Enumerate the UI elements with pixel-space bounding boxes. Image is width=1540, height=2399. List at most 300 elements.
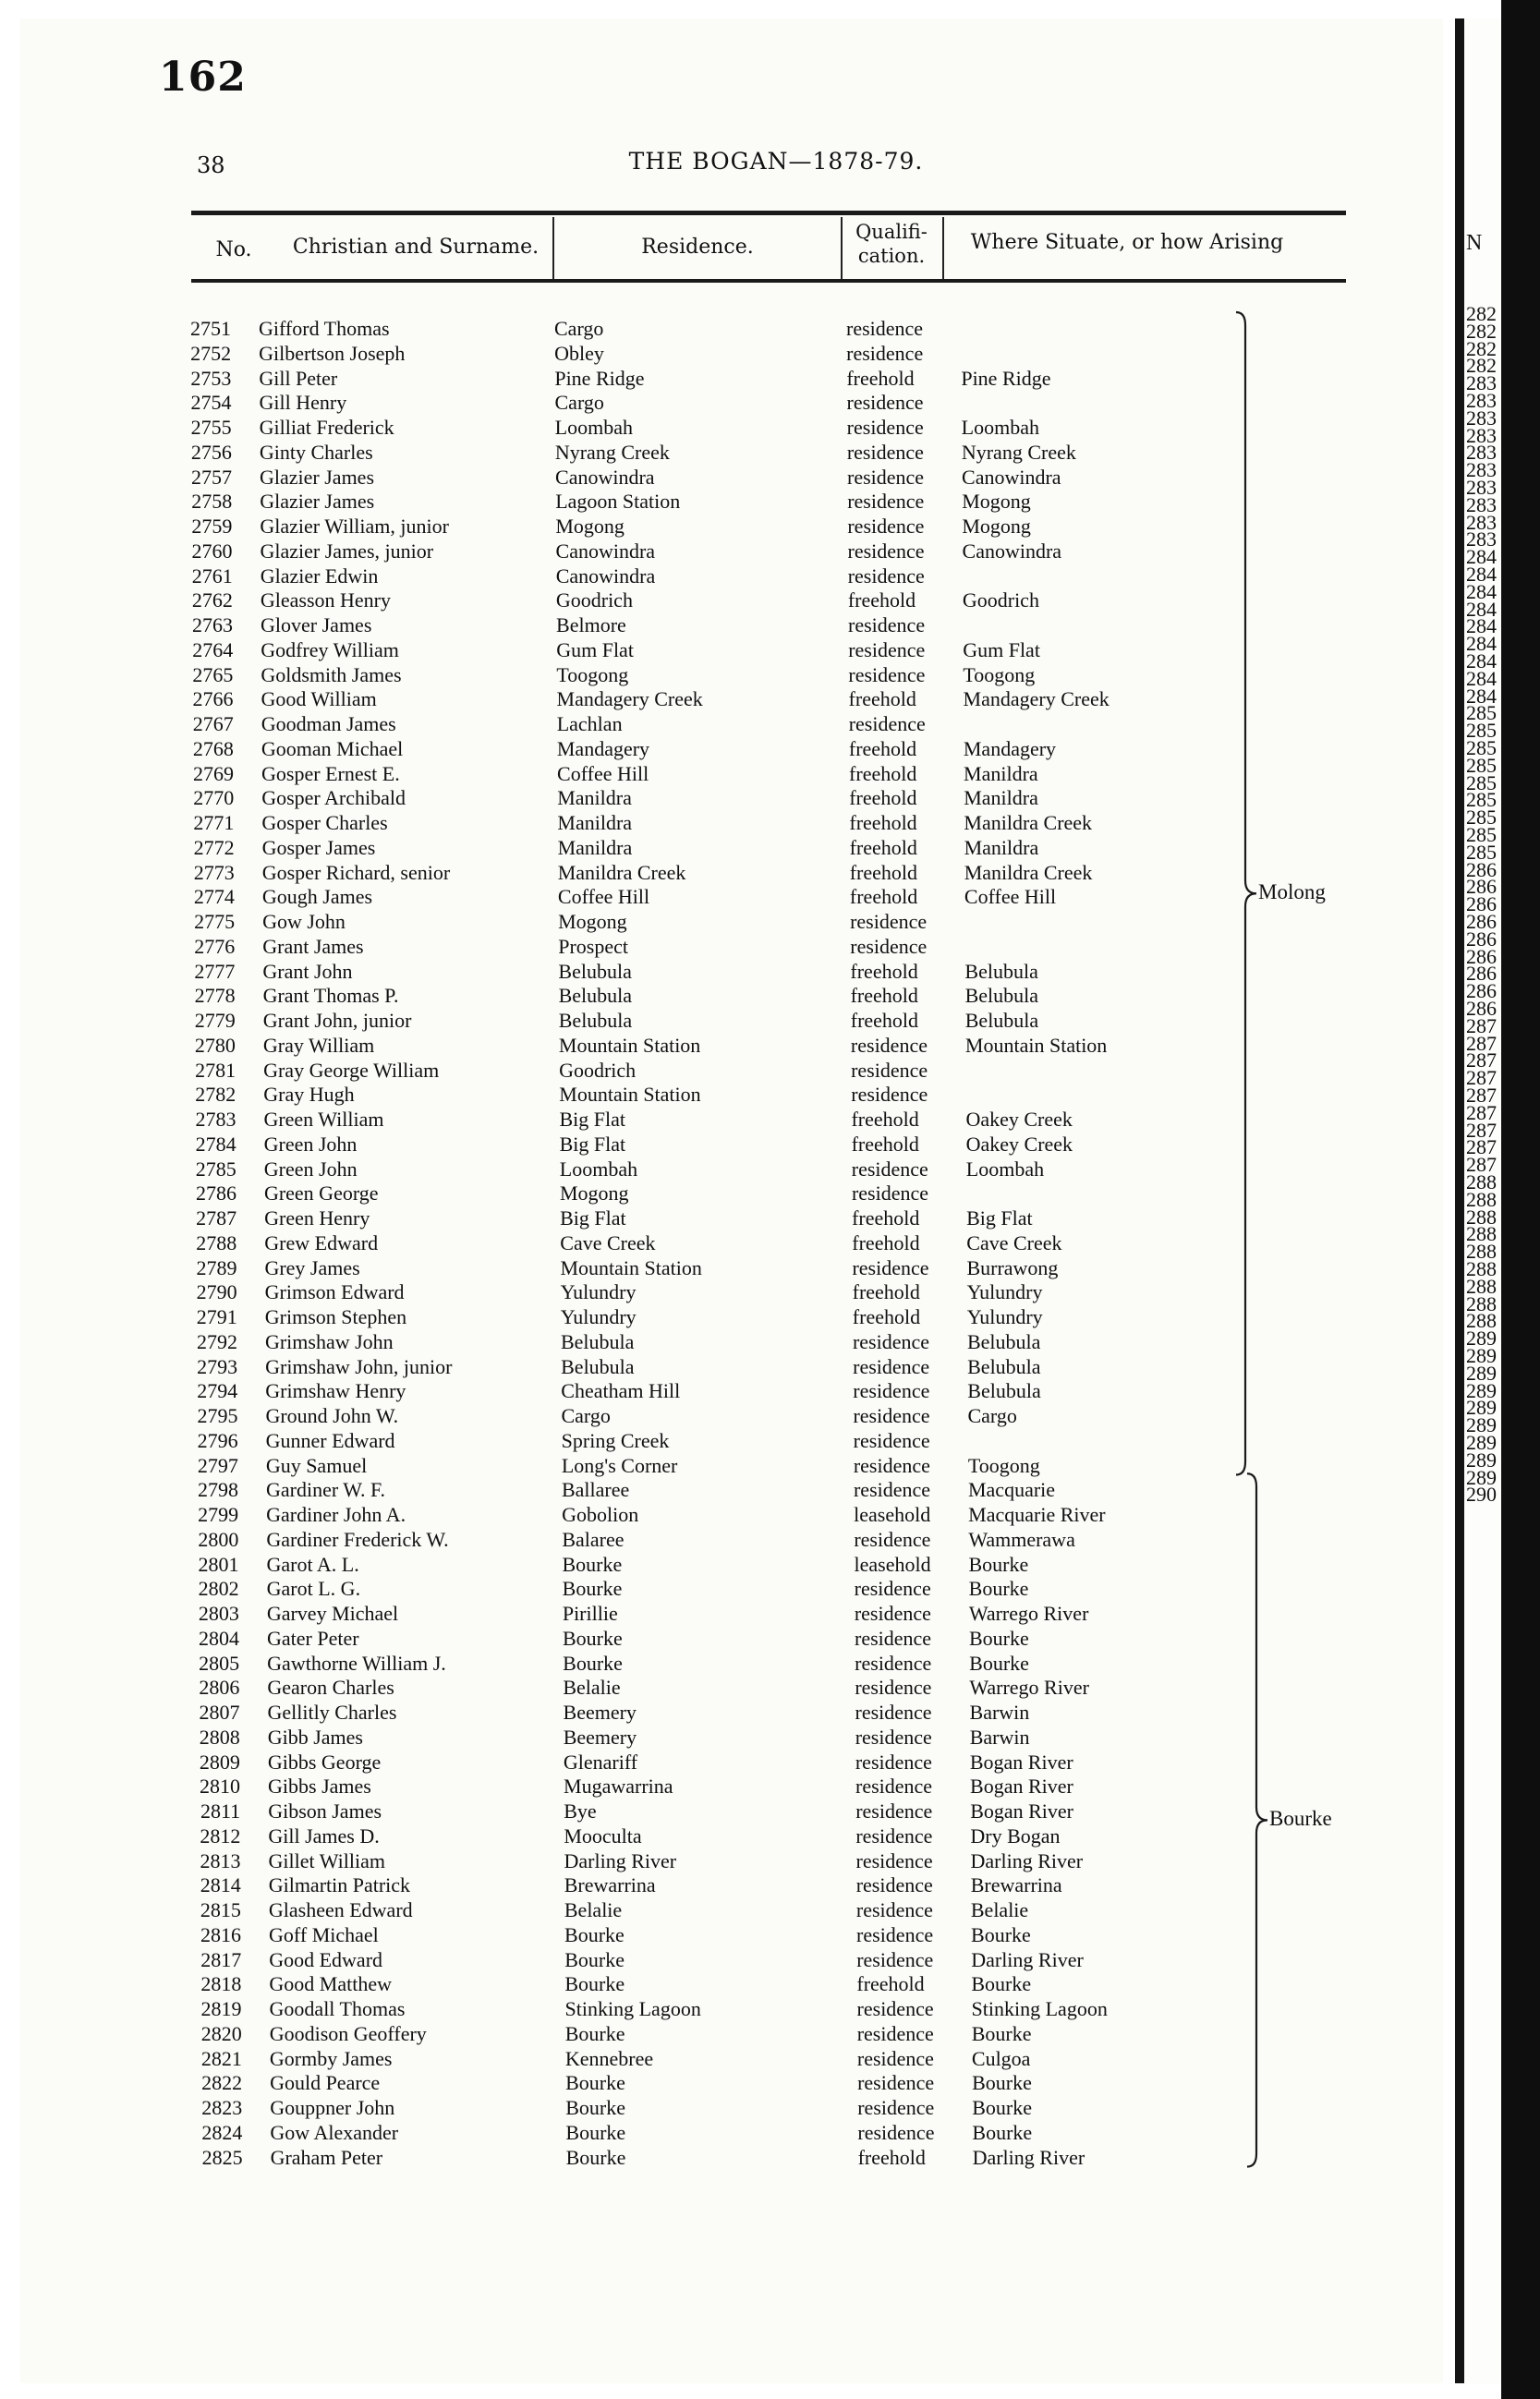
row-number: 2804 [199,1626,239,1650]
adjacent-number: 288 [1466,1187,1497,1211]
adjacent-number: 287 [1466,1118,1497,1142]
adjacent-number: 289 [1466,1465,1497,1489]
row-residence: Goodrich [555,588,633,612]
row-name: Green George [263,1181,379,1206]
header-name: Christian and Surname. [292,236,540,259]
row-number: 2795 [197,1404,238,1427]
row-name: Garot L. G. [266,1577,361,1601]
adjacent-number: 286 [1466,857,1497,881]
row-residence: Kennebree [564,2046,654,2070]
row-name: Good Edward [269,1947,383,1971]
row-number: 2769 [193,761,235,785]
row-name: Gosper James [261,835,376,859]
adjacent-number: 288 [1466,1257,1497,1280]
row-number: 2808 [199,1725,240,1749]
row-qualification: freehold [851,1132,919,1156]
row-residence: Manildra [557,786,632,810]
row-number: 2819 [200,1997,242,2020]
row-number: 2752 [190,341,232,365]
row-qualification: freehold [849,811,917,834]
row-number: 2772 [193,835,235,859]
row-residence: Prospect [558,934,629,958]
row-number: 2758 [191,490,233,514]
row-name: Gardiner John A. [266,1503,406,1526]
row-where: Darling River [970,1848,1084,1872]
row-number: 2762 [191,588,233,612]
row-number: 2791 [196,1305,237,1328]
row-name: Garot A. L. [266,1552,359,1576]
row-residence: Big Flat [559,1108,625,1131]
row-number: 2822 [201,2071,243,2095]
row-number: 2787 [196,1206,237,1230]
row-qualification: residence [846,317,924,340]
row-qualification: residence [848,662,926,686]
row-qualification: freehold [849,835,917,859]
row-where: Bourke [972,2120,1033,2144]
row-residence: Mugawarrina [564,1775,673,1799]
row-residence: Bourke [562,1552,623,1576]
row-name: Glazier William, junior [260,515,449,538]
adjacent-number: 287 [1466,1013,1497,1037]
adjacent-number: 285 [1466,770,1497,794]
row-qualification: freehold [850,1009,919,1032]
row-number: 2766 [192,687,234,711]
row-name: Gray Hugh [263,1083,355,1107]
row-number: 2765 [192,662,234,686]
row-residence: Pirillie [562,1602,618,1625]
row-name: Gouppner John [270,2096,395,2119]
row-qualification: residence [847,490,925,514]
adjacent-number: 285 [1466,823,1497,846]
row-residence: Darling River [564,1848,677,1872]
row-name: Glazier James [260,490,375,514]
row-where: Mogong [962,515,1031,538]
adjacent-number: 284 [1466,614,1497,638]
row-qualification: freehold [849,860,918,884]
adjacent-number: 286 [1466,927,1497,951]
row-number: 2790 [196,1280,237,1304]
row-residence: Belubula [558,984,633,1008]
adjacent-number: 285 [1466,701,1497,725]
adjacent-number: 287 [1466,1135,1497,1159]
row-number: 2751 [190,317,231,340]
row-name: Gow Alexander [270,2120,399,2144]
row-name: Godfrey William [261,637,399,661]
row-where: Manildra [964,786,1038,810]
row-qualification: residence [857,2071,935,2095]
adjacent-number: 289 [1466,1448,1497,1472]
district-brace [1247,1473,1267,2166]
row-number: 2763 [192,613,234,636]
adjacent-number: 289 [1466,1378,1497,1402]
adjacent-number: 288 [1466,1291,1497,1315]
row-name: Gosper Charles [261,811,388,834]
adjacent-number: 287 [1466,1084,1497,1107]
adjacent-number: 286 [1466,875,1497,899]
adjacent-number: 284 [1466,597,1497,621]
row-residence: Mountain Station [560,1255,702,1279]
adjacent-number: 287 [1466,1066,1497,1090]
row-qualification: residence [853,1428,930,1452]
row-qualification: residence [853,1404,930,1427]
row-name: Gellitly Charles [267,1701,397,1724]
row-number: 2818 [200,1972,242,1996]
row-name: Grant James [262,934,364,958]
row-residence: Belalie [564,1898,623,1921]
row-where: Manildra Creek [964,811,1093,834]
adjacent-number: 286 [1466,979,1497,1003]
row-qualification: residence [855,1651,932,1675]
row-name: Gooman Michael [261,736,404,760]
row-name: Green John [263,1157,358,1181]
adjacent-number: 289 [1466,1396,1497,1420]
row-residence: Manildra [557,835,633,859]
row-number: 2820 [200,2021,242,2045]
row-where: Bourke [969,1651,1029,1675]
row-name: Glazier James [260,465,375,489]
row-residence: Lachlan [556,712,623,735]
row-residence: Manildra Creek [557,860,686,884]
row-residence: Mooculta [564,1823,642,1848]
row-where: Toogong [963,662,1036,686]
adjacent-number: 283 [1466,406,1497,430]
row-where: Manildra Creek [964,860,1093,884]
row-qualification: residence [856,2046,934,2070]
row-residence: Bourke [563,1651,623,1675]
row-qualification: freehold [852,1280,920,1304]
row-number: 2798 [197,1478,238,1502]
row-name: Gould Pearce [270,2071,381,2095]
row-residence: Bourke [564,1922,624,1946]
adjacent-number: 288 [1466,1309,1497,1333]
row-where: Darling River [972,2145,1085,2169]
row-qualification: residence [855,1823,933,1848]
row-residence: Spring Creek [561,1428,670,1452]
row-number: 2805 [199,1651,240,1675]
row-residence: Mogong [559,1181,629,1206]
row-number: 2812 [200,1823,241,1848]
row-qualification: freehold [852,1230,920,1254]
row-name: Glazier James, junior [260,539,434,563]
row-qualification: residence [853,1478,931,1502]
row-residence: Canowindra [555,539,656,563]
row-name: Gillet William [268,1848,385,1872]
row-residence: Yulundry [560,1280,637,1304]
adjacent-number: 289 [1466,1344,1497,1367]
adjacent-number: 285 [1466,788,1497,812]
row-qualification: freehold [849,786,917,810]
row-residence: Bourke [563,1626,623,1650]
row-where: Cargo [967,1404,1017,1427]
row-name: Gilbertson Joseph [259,341,406,365]
row-residence: Belubula [558,1009,633,1032]
row-where: Bourke [968,1552,1029,1576]
row-qualification: residence [850,910,928,933]
row-where: Goodrich [962,588,1039,612]
row-where: Bourke [971,2021,1032,2045]
row-number: 2814 [200,1873,241,1897]
row-where: Mandagery [963,736,1057,760]
row-qualification: freehold [857,2145,926,2169]
adjacent-number: 285 [1466,753,1497,777]
row-residence: Bourke [564,2021,625,2045]
row-where: Mountain Station [964,1033,1108,1057]
row-where: Toogong [967,1453,1040,1477]
row-number: 2780 [194,1033,236,1057]
row-residence: Long's Corner [561,1453,678,1477]
header-qualification: Qualifi- cation. [855,221,928,267]
row-where: Oakey Creek [965,1132,1073,1156]
row-number: 2777 [194,959,236,983]
row-number: 2806 [199,1676,240,1700]
row-residence: Toogong [556,662,629,686]
row-residence: Mogong [555,515,624,538]
row-qualification: residence [847,539,925,563]
row-number: 2821 [200,2046,242,2070]
adjacent-number: 286 [1466,910,1497,933]
row-number: 2817 [200,1947,242,1971]
row-where: Stinking Lagoon [971,1997,1108,2020]
row-qualification: residence [848,637,926,661]
adjacent-number: 283 [1466,423,1497,447]
row-number: 2778 [194,984,236,1008]
row-name: Gilliat Frederick [259,416,394,439]
row-qualification: residence [853,1379,930,1403]
row-where: Loombah [965,1157,1045,1181]
row-number: 2756 [190,440,232,464]
adjacent-header: N [1466,231,1483,255]
row-where: Mogong [962,490,1031,514]
row-number: 2793 [197,1354,238,1378]
row-number: 2759 [191,515,233,538]
row-where: Bourke [969,1626,1029,1650]
row-number: 2788 [196,1230,237,1254]
row-residence: Pine Ridge [554,366,645,390]
row-qualification: freehold [848,687,916,711]
row-name: Grimshaw Henry [265,1379,406,1403]
row-residence: Ballaree [561,1478,630,1502]
row-number: 2755 [190,416,232,439]
row-number: 2816 [200,1922,242,1946]
row-name: Grimson Edward [264,1280,405,1304]
row-name: Goodman James [261,712,396,735]
row-where: Bourke [971,1922,1031,1946]
row-name: Gosper Richard, senior [261,860,451,884]
row-qualification: residence [854,1602,931,1625]
row-qualification: residence [848,712,926,735]
row-qualification: residence [854,1527,931,1551]
row-number: 2800 [198,1527,239,1551]
row-qualification: residence [857,2096,935,2119]
row-name: Glasheen Edward [268,1898,413,1921]
row-qualification: freehold [850,959,918,983]
row-name: Goodall Thomas [269,1997,406,2020]
row-qualification: residence [855,1626,932,1650]
row-name: Guy Samuel [265,1453,368,1477]
row-where: Loombah [961,416,1039,439]
row-where: Bourke [972,2071,1032,2095]
row-residence: Belubula [560,1329,635,1353]
row-number: 2775 [194,910,236,933]
row-qualification: freehold [852,1206,920,1230]
row-residence: Mountain Station [558,1033,701,1057]
row-residence: Beemery [563,1725,637,1749]
row-residence: Bourke [564,1947,624,1971]
row-residence: Obley [554,341,604,365]
row-number: 2815 [200,1898,241,1921]
row-where: Yulundry [966,1305,1043,1328]
row-where: Bourke [972,2096,1032,2119]
row-residence: Bye [564,1799,597,1823]
row-qualification: residence [855,1873,933,1897]
row-name: Gray George William [263,1058,440,1082]
row-where: Cave Creek [966,1230,1062,1254]
row-residence: Big Flat [560,1206,626,1230]
row-where: Burrawong [966,1255,1059,1279]
row-residence: Belubula [558,959,632,983]
adjacent-number: 288 [1466,1240,1497,1264]
row-number: 2811 [200,1799,241,1823]
row-name: Gray William [262,1033,375,1057]
row-where: Dry Bogan [970,1823,1061,1848]
adjacent-number: 283 [1466,441,1497,465]
row-residence: Belmore [556,613,626,636]
row-residence: Big Flat [559,1132,626,1156]
row-qualification: residence [854,1577,931,1601]
row-number: 2825 [201,2145,243,2169]
row-qualification: leasehold [854,1503,931,1526]
row-qualification: residence [855,1750,932,1774]
adjacent-number: 287 [1466,1153,1497,1177]
row-name: Gleasson Henry [260,588,391,612]
row-residence: Mountain Station [559,1083,701,1107]
row-residence: Cargo [561,1404,611,1427]
row-number: 2764 [192,637,234,661]
row-name: Goodison Geoffery [269,2021,427,2045]
row-qualification: residence [851,1157,928,1181]
row-number: 2802 [198,1577,239,1601]
row-where: Macquarie [967,1478,1056,1502]
row-where: Belalie [970,1898,1029,1921]
row-where: Oakey Creek [965,1108,1073,1131]
row-residence: Goodrich [559,1058,637,1082]
row-residence: Bourke [565,2145,626,2169]
row-qualification: residence [851,1181,928,1206]
row-qualification: freehold [847,588,916,612]
row-qualification: residence [856,1997,934,2020]
row-residence: Bourke [564,1972,625,1996]
row-name: Ground John W. [265,1404,399,1427]
row-where: Darling River [971,1947,1084,1971]
folio-number: 38 [197,152,225,178]
row-qualification: freehold [849,761,917,785]
row-residence: Beemery [563,1701,637,1724]
adjacent-number: 282 [1466,302,1497,325]
adjacent-number: 286 [1466,997,1497,1020]
row-residence: Cargo [554,391,604,415]
adjacent-number: 283 [1466,527,1497,551]
adjacent-number: 284 [1466,632,1497,656]
row-where: Nyrang Creek [961,440,1076,464]
adjacent-number: 284 [1466,649,1497,672]
adjacent-number: 287 [1466,1031,1497,1055]
row-where: Gum Flat [963,637,1040,661]
row-name: Goff Michael [269,1922,379,1946]
row-number: 2813 [200,1848,241,1872]
row-number: 2803 [198,1602,239,1625]
adjacent-number: 284 [1466,666,1497,690]
row-name: Good Matthew [269,1972,392,1996]
row-number: 2823 [201,2096,243,2119]
row-number: 2794 [197,1379,238,1403]
row-number: 2753 [190,366,232,390]
row-qualification: residence [856,1947,934,1971]
row-where: Coffee Hill [964,885,1057,909]
row-number: 2807 [199,1701,240,1724]
header-residence: Residence. [641,236,754,259]
row-qualification: residence [853,1453,930,1477]
row-qualification: residence [851,1083,928,1107]
row-qualification: residence [856,1922,934,1946]
row-name: Grew Edward [264,1230,379,1254]
row-name: Glover James [261,613,372,636]
row-name: Gardiner Frederick W. [266,1527,449,1551]
adjacent-number: 284 [1466,545,1497,569]
row-where: Belubula [964,984,1039,1008]
row-where: Warrego River [969,1676,1089,1700]
row-name: Gunner Edward [265,1428,395,1452]
row-qualification: residence [846,440,924,464]
adjacent-number: 285 [1466,719,1497,743]
district-label: Bourke [1269,1807,1332,1831]
adjacent-number: 283 [1466,476,1497,499]
row-residence: Gum Flat [556,637,634,661]
row-qualification: residence [855,1676,932,1700]
row-residence: Coffee Hill [557,885,650,909]
row-residence: Coffee Hill [557,761,649,785]
row-qualification: residence [847,563,925,588]
row-number: 2784 [195,1132,236,1156]
adjacent-number: 289 [1466,1327,1497,1351]
row-qualification: freehold [848,736,917,760]
row-name: Goldsmith James [261,662,402,686]
row-number: 2789 [196,1255,237,1279]
adjacent-number: 288 [1466,1222,1497,1246]
row-where: Culgoa [971,2046,1031,2070]
row-qualification: residence [855,1898,933,1921]
row-name: Gibb James [267,1725,363,1749]
row-name: Grimshaw John, junior [265,1354,453,1378]
row-qualification: residence [850,934,928,958]
row-number: 2781 [195,1058,236,1082]
row-name: Good William [261,687,377,711]
row-name: Garvey Michael [266,1602,399,1625]
row-name: Green William [263,1108,384,1131]
adjacent-number: 283 [1466,492,1497,516]
row-where: Canowindra [962,539,1062,563]
adjacent-number: 283 [1466,510,1497,534]
row-name: Gearon Charles [267,1676,394,1700]
row-number: 2786 [195,1181,236,1206]
row-where: Bogan River [970,1775,1073,1799]
row-where: Belubula [967,1354,1041,1378]
row-number: 2757 [191,465,233,489]
row-name: Gibbs George [267,1750,382,1774]
adjacent-number: 283 [1466,458,1497,482]
row-residence: Bourke [565,2120,626,2144]
row-name: Gill Peter [259,366,338,390]
row-qualification: residence [855,1725,932,1749]
